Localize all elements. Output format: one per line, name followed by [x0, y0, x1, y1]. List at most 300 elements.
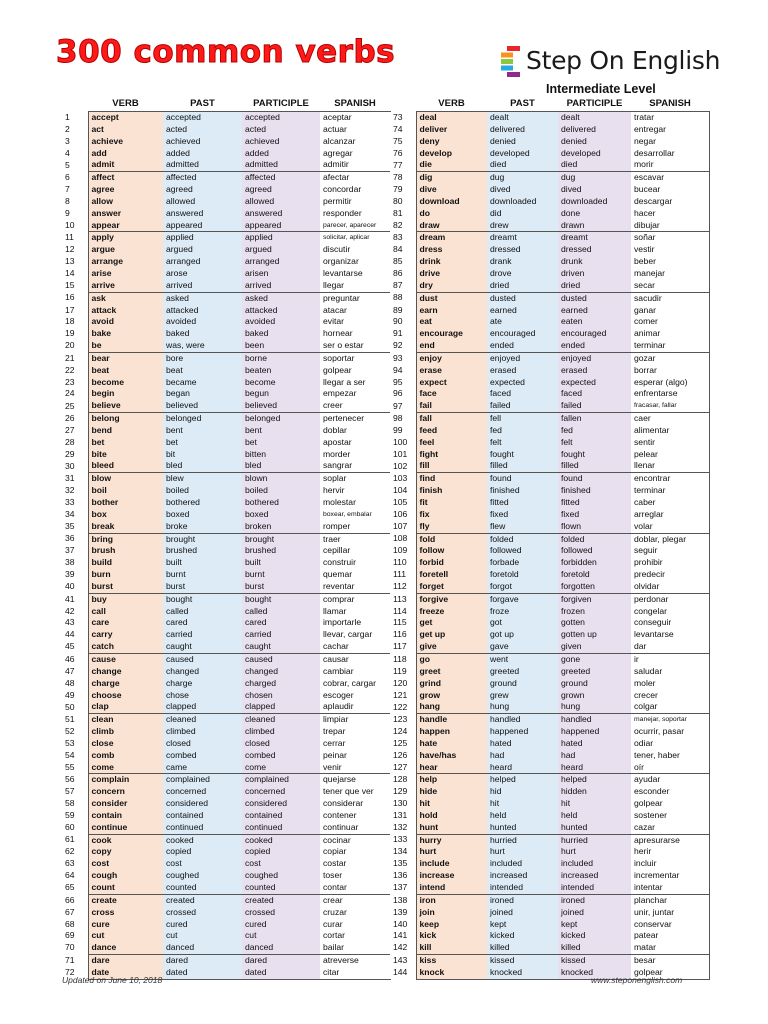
verb-base: expect	[416, 377, 487, 389]
verb-spanish: admitir	[320, 159, 390, 171]
verb-past: kept	[487, 919, 558, 931]
verb-number: 47	[62, 666, 88, 678]
verb-participle: fixed	[558, 509, 631, 521]
verb-spanish: alimentar	[631, 425, 709, 437]
verb-participle: knocked	[558, 967, 631, 979]
verb-row	[390, 858, 709, 870]
verb-spanish: permitir	[320, 196, 390, 208]
verb-base: dust	[416, 292, 487, 304]
verb-spanish: contar	[320, 882, 390, 894]
verb-past: danced	[163, 942, 242, 954]
verb-base: grind	[416, 678, 487, 690]
verb-past: arrived	[163, 280, 242, 292]
verb-row	[390, 726, 709, 738]
verb-spanish: ayudar	[631, 774, 709, 786]
verb-base: end	[416, 340, 487, 352]
verb-past: froze	[487, 606, 558, 618]
verb-row	[62, 653, 390, 665]
verb-past: forbade	[487, 557, 558, 569]
verb-number: 144	[390, 967, 416, 979]
verb-row	[390, 581, 709, 593]
verb-base: choose	[88, 690, 163, 702]
verb-row	[62, 365, 390, 377]
verb-participle: become	[242, 377, 320, 389]
verb-number: 49	[62, 690, 88, 702]
verb-row	[390, 159, 709, 171]
verb-base: drive	[416, 268, 487, 280]
verb-base: burn	[88, 569, 163, 581]
verb-number: 46	[62, 653, 88, 665]
verb-participle: intended	[558, 882, 631, 894]
verb-table-left	[62, 111, 391, 980]
verb-past: broke	[163, 521, 242, 533]
verb-past: drew	[487, 220, 558, 232]
verb-participle: eaten	[558, 316, 631, 328]
verb-number: 68	[62, 919, 88, 931]
verb-number: 104	[390, 485, 416, 497]
page-title: 300 common verbs	[56, 34, 396, 70]
verb-spanish: matar	[631, 942, 709, 954]
verb-participle: died	[558, 159, 631, 171]
verb-participle: joined	[558, 907, 631, 919]
verb-row	[390, 316, 709, 328]
verb-row	[62, 232, 390, 244]
verb-past: joined	[487, 907, 558, 919]
verb-spanish: saludar	[631, 666, 709, 678]
verb-row	[62, 425, 390, 437]
verb-base: belong	[88, 413, 163, 425]
verb-past: drove	[487, 268, 558, 280]
verb-base: dry	[416, 280, 487, 292]
verb-spanish: costar	[320, 858, 390, 870]
verb-base: change	[88, 666, 163, 678]
verb-spanish: golpear	[320, 365, 390, 377]
verb-row	[390, 617, 709, 629]
verb-number: 112	[390, 581, 416, 593]
verb-base: avoid	[88, 316, 163, 328]
verb-number: 119	[390, 666, 416, 678]
verb-spanish: tener, haber	[631, 750, 709, 762]
verb-participle: avoided	[242, 316, 320, 328]
header-verb-left: VERB	[112, 98, 139, 109]
verb-number: 126	[390, 750, 416, 762]
verb-participle: danced	[242, 942, 320, 954]
verb-participle: changed	[242, 666, 320, 678]
verb-spanish: congelar	[631, 606, 709, 618]
verb-number: 115	[390, 617, 416, 629]
verb-row	[390, 377, 709, 389]
verb-number: 2	[62, 124, 88, 136]
verb-number: 15	[62, 280, 88, 292]
verb-spanish: comprar	[320, 593, 390, 605]
verb-spanish: secar	[631, 280, 709, 292]
verb-past: became	[163, 377, 242, 389]
verb-past: cared	[163, 617, 242, 629]
verb-number: 64	[62, 870, 88, 882]
header-participle-left: PARTICIPLE	[253, 98, 309, 109]
verb-participle: agreed	[242, 184, 320, 196]
verb-base: get up	[416, 629, 487, 641]
website-link[interactable]: www.steponenglish.com	[591, 975, 683, 985]
verb-participle: dived	[558, 184, 631, 196]
verb-spanish: bucear	[631, 184, 709, 196]
verb-row	[62, 834, 390, 846]
verb-participle: dreamt	[558, 232, 631, 244]
verb-base: cross	[88, 907, 163, 919]
verb-participle: arranged	[242, 256, 320, 268]
verb-past: appeared	[163, 220, 242, 232]
verb-spanish: cachar	[320, 641, 390, 653]
verb-number: 48	[62, 678, 88, 690]
verb-number: 105	[390, 497, 416, 509]
verb-base: buy	[88, 593, 163, 605]
verb-spanish: conservar	[631, 919, 709, 931]
verb-past: failed	[487, 400, 558, 412]
verb-participle: boiled	[242, 485, 320, 497]
verb-spanish: unir, juntar	[631, 907, 709, 919]
verb-row	[62, 822, 390, 834]
header-verb-right: VERB	[438, 98, 465, 109]
verb-number: 37	[62, 545, 88, 557]
verb-spanish: esperar (algo)	[631, 377, 709, 389]
verb-past: combed	[163, 750, 242, 762]
verb-base: bear	[88, 352, 163, 364]
verb-past: expected	[487, 377, 558, 389]
verb-participle: drawn	[558, 220, 631, 232]
verb-row	[62, 726, 390, 738]
verb-number: 12	[62, 244, 88, 256]
verb-number: 133	[390, 834, 416, 846]
verb-row	[62, 894, 390, 906]
verb-spanish: llamar	[320, 606, 390, 618]
verb-past: bit	[163, 449, 242, 461]
verb-row	[62, 882, 390, 894]
verb-past: ended	[487, 340, 558, 352]
verb-participle: cut	[242, 930, 320, 942]
verb-past: climbed	[163, 726, 242, 738]
verb-row	[390, 810, 709, 822]
verb-row	[62, 473, 390, 485]
verb-row	[390, 148, 709, 160]
verb-past: erased	[487, 365, 558, 377]
verb-spanish: gozar	[631, 352, 709, 364]
verb-participle: flown	[558, 521, 631, 533]
verb-participle: kicked	[558, 930, 631, 942]
verb-row	[390, 124, 709, 136]
verb-participle: dug	[558, 172, 631, 184]
verb-spanish: hacer	[631, 208, 709, 220]
verb-number: 86	[390, 268, 416, 280]
verb-participle: failed	[558, 400, 631, 412]
verb-base: bet	[88, 437, 163, 449]
verb-participle: cost	[242, 858, 320, 870]
verb-past: forgave	[487, 593, 558, 605]
verb-row	[390, 629, 709, 641]
verb-participle: encouraged	[558, 328, 631, 340]
verb-row	[62, 810, 390, 822]
verb-past: fought	[487, 449, 558, 461]
verb-number: 84	[390, 244, 416, 256]
verb-spanish: reventar	[320, 581, 390, 593]
verb-participle: carried	[242, 629, 320, 641]
verb-past: greeted	[487, 666, 558, 678]
verb-past: helped	[487, 774, 558, 786]
verb-number: 7	[62, 184, 88, 196]
verb-row	[62, 907, 390, 919]
verb-number: 120	[390, 678, 416, 690]
verb-base: climb	[88, 726, 163, 738]
verb-spanish: llenar	[631, 460, 709, 472]
verb-participle: earned	[558, 305, 631, 317]
verb-past: acted	[163, 124, 242, 136]
verb-spanish: conseguir	[631, 617, 709, 629]
verb-row	[390, 244, 709, 256]
verb-past: affected	[163, 172, 242, 184]
verb-spanish: traer	[320, 533, 390, 545]
verb-spanish: sentir	[631, 437, 709, 449]
verb-row	[390, 112, 709, 124]
verb-spanish: pertenecer	[320, 413, 390, 425]
verb-past: dealt	[487, 112, 558, 124]
verb-past: bet	[163, 437, 242, 449]
verb-row	[62, 280, 390, 292]
verb-number: 16	[62, 292, 88, 304]
verb-row	[62, 774, 390, 786]
verb-past: included	[487, 858, 558, 870]
verb-spanish: manejar	[631, 268, 709, 280]
verb-past: belonged	[163, 413, 242, 425]
verb-number: 136	[390, 870, 416, 882]
verb-number: 97	[390, 400, 416, 412]
verb-past: considered	[163, 798, 242, 810]
verb-base: feed	[416, 425, 487, 437]
verb-participle: found	[558, 473, 631, 485]
verb-past: bought	[163, 593, 242, 605]
verb-participle: grown	[558, 690, 631, 702]
verb-past: hurt	[487, 846, 558, 858]
verb-row	[62, 557, 390, 569]
verb-number: 5	[62, 159, 88, 171]
verb-past: heard	[487, 762, 558, 774]
verb-base: dive	[416, 184, 487, 196]
verb-participle: delivered	[558, 124, 631, 136]
verb-past: was, were	[163, 340, 242, 352]
verb-participle: boxed	[242, 509, 320, 521]
verb-past: admitted	[163, 159, 242, 171]
verb-row	[62, 244, 390, 256]
verb-number: 66	[62, 894, 88, 906]
verb-spanish: encontrar	[631, 473, 709, 485]
verb-spanish: continuar	[320, 822, 390, 834]
verb-number: 52	[62, 726, 88, 738]
verb-row	[390, 400, 709, 412]
verb-base: forbid	[416, 557, 487, 569]
verb-spanish: importarle	[320, 617, 390, 629]
verb-base: dig	[416, 172, 487, 184]
verb-number: 65	[62, 882, 88, 894]
verb-spanish: perdonar	[631, 593, 709, 605]
verb-past: complained	[163, 774, 242, 786]
verb-number: 134	[390, 846, 416, 858]
verb-number: 103	[390, 473, 416, 485]
verb-number: 124	[390, 726, 416, 738]
verb-past: delivered	[487, 124, 558, 136]
verb-base: attack	[88, 305, 163, 317]
verb-spanish: oír	[631, 762, 709, 774]
verb-past: enjoyed	[487, 352, 558, 364]
verb-spanish: contener	[320, 810, 390, 822]
verb-base: arise	[88, 268, 163, 280]
verb-spanish: vestir	[631, 244, 709, 256]
verb-base: encourage	[416, 328, 487, 340]
verb-base: cause	[88, 653, 163, 665]
verb-past: dived	[487, 184, 558, 196]
verb-past: called	[163, 606, 242, 618]
header-participle-right: PARTICIPLE	[566, 98, 623, 109]
verb-spanish: preguntar	[320, 292, 390, 304]
verb-row	[390, 593, 709, 605]
verb-spanish: odiar	[631, 738, 709, 750]
verb-number: 60	[62, 822, 88, 834]
verb-row	[390, 822, 709, 834]
verb-past: fitted	[487, 497, 558, 509]
verb-participle: happened	[558, 726, 631, 738]
verb-base: break	[88, 521, 163, 533]
verb-past: dried	[487, 280, 558, 292]
verb-spanish: llevar, cargar	[320, 629, 390, 641]
verb-row	[390, 497, 709, 509]
verb-spanish: limpiar	[320, 714, 390, 726]
verb-past: concerned	[163, 786, 242, 798]
verb-number: 28	[62, 437, 88, 449]
verb-number: 81	[390, 208, 416, 220]
verb-spanish: alcanzar	[320, 136, 390, 148]
verb-past: burst	[163, 581, 242, 593]
verb-number: 17	[62, 305, 88, 317]
verb-past: allowed	[163, 196, 242, 208]
verb-row	[62, 268, 390, 280]
verb-base: burst	[88, 581, 163, 593]
verb-row	[390, 690, 709, 702]
verb-past: applied	[163, 232, 242, 244]
verb-base: call	[88, 606, 163, 618]
verb-base: comb	[88, 750, 163, 762]
verb-base: contain	[88, 810, 163, 822]
verb-spanish: empezar	[320, 388, 390, 400]
verb-spanish: cepillar	[320, 545, 390, 557]
verb-spanish: parecer, aparecer	[320, 220, 390, 232]
verb-spanish: golpear	[631, 798, 709, 810]
header-past-right: PAST	[510, 98, 535, 109]
verb-spanish: boxear, embalar	[320, 509, 390, 521]
verb-number: 70	[62, 942, 88, 954]
verb-participle: fitted	[558, 497, 631, 509]
verb-past: arranged	[163, 256, 242, 268]
verb-row	[390, 894, 709, 906]
verb-participle: kissed	[558, 955, 631, 967]
verb-row	[62, 112, 390, 124]
verb-participle: bet	[242, 437, 320, 449]
verb-number: 135	[390, 858, 416, 870]
verb-number: 138	[390, 894, 416, 906]
verb-past: carried	[163, 629, 242, 641]
verb-participle: arisen	[242, 268, 320, 280]
verb-number: 127	[390, 762, 416, 774]
verb-number: 26	[62, 413, 88, 425]
verb-number: 110	[390, 557, 416, 569]
verb-base: deliver	[416, 124, 487, 136]
verb-number: 92	[390, 340, 416, 352]
verb-past: baked	[163, 328, 242, 340]
verb-past: believed	[163, 400, 242, 412]
verb-participle: forgotten	[558, 581, 631, 593]
verb-row	[62, 629, 390, 641]
verb-participle: dried	[558, 280, 631, 292]
verb-past: increased	[487, 870, 558, 882]
verb-participle: brushed	[242, 545, 320, 557]
verb-participle: hung	[558, 701, 631, 713]
verb-participle: copied	[242, 846, 320, 858]
verb-participle: called	[242, 606, 320, 618]
verb-number: 54	[62, 750, 88, 762]
verb-participle: heard	[558, 762, 631, 774]
verb-past: coughed	[163, 870, 242, 882]
brand-name: Step On English	[526, 46, 721, 75]
verb-past: hit	[487, 798, 558, 810]
verb-participle: kept	[558, 919, 631, 931]
verb-spanish: citar	[320, 967, 390, 979]
verb-table-right	[390, 111, 710, 980]
verb-number: 63	[62, 858, 88, 870]
verb-base: do	[416, 208, 487, 220]
verb-base: create	[88, 894, 163, 906]
verb-base: cook	[88, 834, 163, 846]
verb-spanish: herir	[631, 846, 709, 858]
verb-past: copied	[163, 846, 242, 858]
verb-row	[62, 413, 390, 425]
verb-base: agree	[88, 184, 163, 196]
verb-base: fail	[416, 400, 487, 412]
verb-participle: killed	[558, 942, 631, 954]
verb-spanish: patear	[631, 930, 709, 942]
verb-number: 67	[62, 907, 88, 919]
verb-base: hear	[416, 762, 487, 774]
verb-base: forgive	[416, 593, 487, 605]
verb-base: dream	[416, 232, 487, 244]
verb-row	[390, 268, 709, 280]
verb-number: 106	[390, 509, 416, 521]
verb-participle: forbidden	[558, 557, 631, 569]
verb-base: intend	[416, 882, 487, 894]
verb-past: created	[163, 894, 242, 906]
verb-row	[390, 460, 709, 472]
verb-past: hurried	[487, 834, 558, 846]
verb-number: 118	[390, 653, 416, 665]
verb-participle: caused	[242, 653, 320, 665]
verb-participle: fallen	[558, 413, 631, 425]
verb-spanish: besar	[631, 955, 709, 967]
verb-past: encouraged	[487, 328, 558, 340]
verb-number: 123	[390, 714, 416, 726]
verb-row	[390, 256, 709, 268]
verb-spanish: tratar	[631, 112, 709, 124]
verb-number: 18	[62, 316, 88, 328]
verb-base: begin	[88, 388, 163, 400]
verb-past: brushed	[163, 545, 242, 557]
verb-past: closed	[163, 738, 242, 750]
verb-number: 27	[62, 425, 88, 437]
verb-base: hit	[416, 798, 487, 810]
